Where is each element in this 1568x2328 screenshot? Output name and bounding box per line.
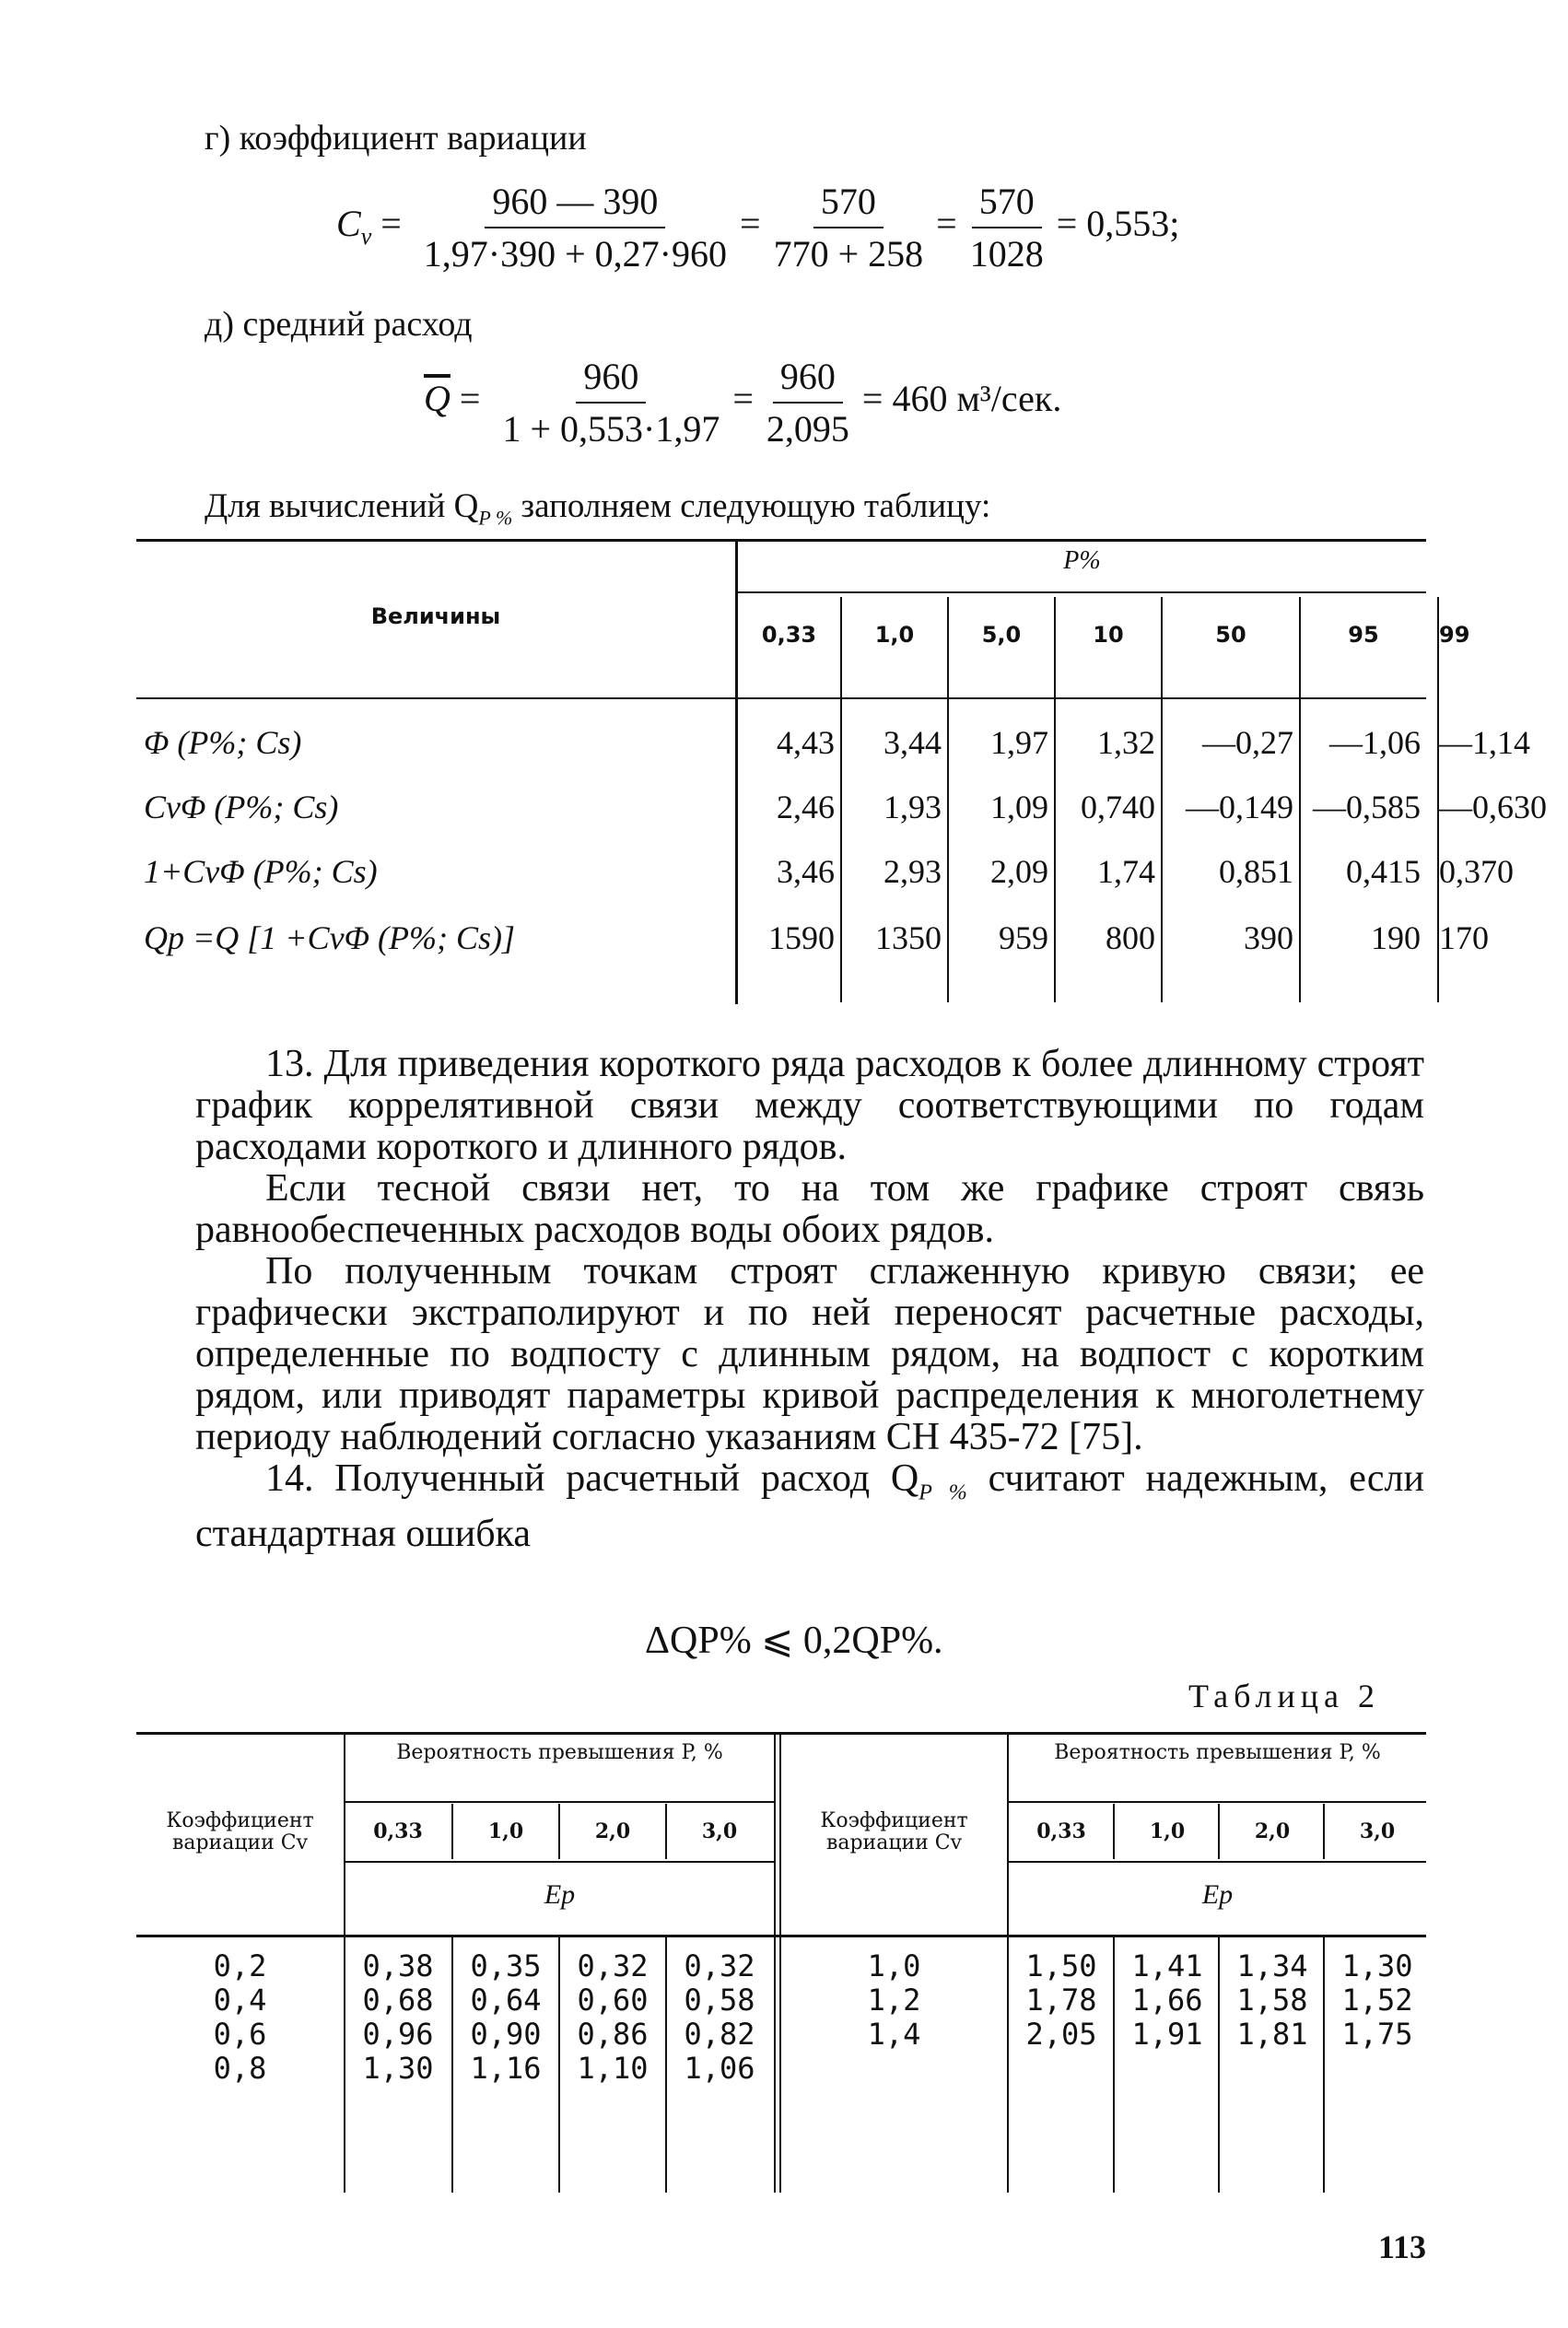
table2-cell-left: 0,90 xyxy=(470,2017,542,2052)
table1-cell: 170 xyxy=(1439,919,1489,956)
table2-cell-left: 0,60 xyxy=(577,1983,649,2018)
table1-column-header: 50 xyxy=(1215,622,1246,648)
table1-column-header: 99 xyxy=(1439,622,1470,648)
table1-row-label: CvΦ (P%; Cs) xyxy=(144,789,339,825)
table2-right-header: Коэффициент вариации Cv xyxy=(820,1809,968,1854)
table2-cv-right: 1,4 xyxy=(867,2017,921,2052)
table2-cell-left: 0,58 xyxy=(684,1983,755,2018)
paragraph-3: По полученным точкам строят сглаженную кривую связи; ее графически экстраполируют и по ней переносят расчетные расходы, определенные по водпосту с длинным рядом, на водпост с коротким рядом, или приводят параметры кривой распределения к многолетнему периоду наблюдений согласно указаниям СН 435-72 [75]. xyxy=(195,1250,1424,1458)
table2-cell-right: 1,41 xyxy=(1131,1948,1203,1983)
table1-row-label: Qp =Q [1 +CvΦ (P%; Cs)] xyxy=(144,919,515,956)
table1-cell: 3,44 xyxy=(883,724,942,761)
table1-cell: 0,851 xyxy=(1219,853,1293,890)
table2-group-header-right: Вероятность превышения P, % xyxy=(1054,1741,1381,1764)
table2-caption: Таблица 2 xyxy=(1188,1678,1380,1714)
table2-cell-left: 0,32 xyxy=(577,1948,649,1983)
table1-cell: 1,97 xyxy=(990,724,1048,761)
table1-cell: 0,740 xyxy=(1081,789,1155,825)
table1-cell: —1,14 xyxy=(1439,724,1530,761)
table1-header-group: P% xyxy=(1063,546,1101,575)
cv-fraction-2: $\frac{570}{770 + 258}$ xyxy=(773,181,924,275)
body-text xyxy=(195,1044,1424,1555)
table2-cell-right: 1,58 xyxy=(1236,1983,1308,2018)
table2-cell-left: 0,86 xyxy=(577,2017,649,2052)
table1-header-rule xyxy=(136,697,1426,699)
table1-cell: —1,06 xyxy=(1329,724,1421,761)
page-number: 113 xyxy=(1378,2229,1427,2265)
table1-top-rule xyxy=(136,539,1426,542)
table1-cell: —0,630 xyxy=(1439,789,1547,825)
table1-column-header: 95 xyxy=(1348,622,1379,648)
table1-cell: 2,93 xyxy=(883,853,942,890)
table1-row-label: Φ (P%; Cs) xyxy=(144,724,302,761)
paragraph-2: Если тесной связи нет, то на том же графике строят связь равнообеспеченных расходов воды обоих рядов. xyxy=(195,1167,1424,1251)
table1-cell: 1350 xyxy=(875,919,942,956)
table2 xyxy=(136,1732,1426,2193)
cv-fraction-3: $\frac{570}{1028}$ xyxy=(969,181,1044,275)
table1 xyxy=(136,539,1547,1004)
table2-cell-left: 0,64 xyxy=(470,1983,542,2018)
table1-column-header: 1,0 xyxy=(874,622,915,648)
table1-cell: 1590 xyxy=(768,919,835,956)
table1-cell: —0,27 xyxy=(1202,724,1293,761)
q-fraction-1: $\frac{960}{1 + 0,553\cdot 1,97}$ xyxy=(502,356,720,450)
table1-column-header: 5,0 xyxy=(981,622,1022,648)
table2-cv-left: 0,4 xyxy=(213,1983,267,2018)
q-result: = 460 м³/сек. xyxy=(861,378,1062,420)
table2-cell-right: 1,75 xyxy=(1341,2017,1413,2052)
table2-cell-right: 1,34 xyxy=(1236,1948,1308,1983)
table2-cv-left: 0,2 xyxy=(213,1948,267,1983)
table2-cell-right: 1,91 xyxy=(1131,2017,1203,2052)
item-d-label: д) средний расход xyxy=(205,305,473,344)
table1-cell: 800 xyxy=(1106,919,1155,956)
table2-cell-left: 0,38 xyxy=(362,1948,434,1983)
table2-cv-right: 1,2 xyxy=(867,1983,921,2018)
table2-cell-left: 1,10 xyxy=(577,2051,649,2086)
table1-header-left: Величины xyxy=(370,603,501,629)
table1-cell: —0,585 xyxy=(1313,789,1421,825)
table1-column-header: 10 xyxy=(1093,622,1124,648)
table1-intro: Для вычислений $Q_{P \%}$ заполняем следующую таблицу: xyxy=(205,487,991,530)
table2-column-header-left: 1,0 xyxy=(487,1819,524,1843)
table1-cell: —0,149 xyxy=(1186,789,1293,825)
table1-cell: 2,09 xyxy=(990,853,1048,890)
table2-column-header-right: 2,0 xyxy=(1254,1819,1291,1843)
table2-ep-right: Ep xyxy=(1201,1879,1234,1910)
table2-cell-right: 1,50 xyxy=(1025,1948,1097,1983)
table1-group-rule xyxy=(738,591,1426,593)
table1-cell: 0,415 xyxy=(1346,853,1421,890)
table2-column-header-left: 2,0 xyxy=(594,1819,631,1843)
table1-cell: 390 xyxy=(1244,919,1293,956)
table2-group-header-left: Вероятность превышения P, % xyxy=(396,1741,723,1764)
table2-cell-left: 1,16 xyxy=(470,2051,542,2086)
table1-row-label: 1+CvΦ (P%; Cs) xyxy=(144,853,378,890)
table2-column-header-right: 0,33 xyxy=(1036,1819,1086,1843)
table2-cell-left: 0,82 xyxy=(684,2017,755,2052)
table2-column-header-left: 0,33 xyxy=(373,1819,423,1843)
table2-cv-left: 0,8 xyxy=(213,2051,267,2086)
table2-cell-left: 0,68 xyxy=(362,1983,434,2018)
table2-cv-left: 0,6 xyxy=(213,2017,267,2052)
table2-ep-left: Ep xyxy=(544,1879,576,1910)
table2-cv-right: 1,0 xyxy=(867,1948,921,1983)
table2-cell-left: 0,35 xyxy=(470,1948,542,1983)
table1-cell: 0,370 xyxy=(1439,853,1514,890)
table2-cell-right: 2,05 xyxy=(1025,2017,1097,2052)
table2-cell-right: 1,30 xyxy=(1341,1948,1413,1983)
table1-cell: 2,46 xyxy=(777,789,835,825)
table1-cell: 190 xyxy=(1371,919,1421,956)
table2-cell-left: 0,32 xyxy=(684,1948,755,1983)
table2-cell-left: 0,96 xyxy=(362,2017,434,2052)
cv-formula: $C_v$ = $\frac{960 — 390}{1,97\cdot 390 + 0,27\cdot 960}$ = $\frac{570}{770 + 258}$ = $\frac{570}{1028}$ = 0,553; xyxy=(336,181,1180,275)
table1-cell: 1,93 xyxy=(883,789,942,825)
table1-cell: 4,43 xyxy=(777,724,835,761)
table1-cell: 959 xyxy=(999,919,1048,956)
table2-cell-right: 1,78 xyxy=(1025,1983,1097,2018)
table2-cell-right: 1,52 xyxy=(1341,1983,1413,2018)
table2-left-header: Коэффициент вариации Cv xyxy=(166,1809,314,1854)
table2-cell-left: 1,06 xyxy=(684,2051,755,2086)
table2-cell-right: 1,66 xyxy=(1131,1983,1203,2018)
paragraph-14: 14. Полученный расчетный расход $Q_{P \%}$ считают надежным, если стандартная ошибка xyxy=(195,1457,1424,1556)
inequality: ΔQP% ⩽ 0,2QP%. xyxy=(645,1620,943,1662)
table2-cell-right: 1,81 xyxy=(1236,2017,1308,2052)
cv-result: = 0,553; xyxy=(1056,203,1180,245)
table2-column-header-right: 3,0 xyxy=(1359,1819,1396,1843)
table1-cell: 1,32 xyxy=(1097,724,1155,761)
paragraph-13: 13. Для приведения короткого ряда расходов к более длинному строят график коррелятивной связи между соответствующими по годам расходами короткого и длинного рядов. xyxy=(195,1043,1424,1168)
table1-cell: 1,09 xyxy=(990,789,1048,825)
table2-cell-left: 1,30 xyxy=(362,2051,434,2086)
item-g-label: г) коэффициент вариации xyxy=(205,119,587,158)
table2-column-header-right: 1,0 xyxy=(1149,1819,1186,1843)
table1-cell: 1,74 xyxy=(1097,853,1155,890)
q-formula: $\overline{Q}$ = $\frac{960}{1 + 0,553\cdot 1,97}$ = $\frac{960}{2,095}$ = 460 м³/сек. xyxy=(424,356,1062,450)
table2-column-header-left: 3,0 xyxy=(701,1819,738,1843)
table1-cell: 3,46 xyxy=(777,853,835,890)
table1-column-header: 0,33 xyxy=(761,622,817,648)
cv-fraction-1: $\frac{960 — 390}{1,97\cdot 390 + 0,27\cdot 960}$ xyxy=(423,181,727,275)
q-fraction-2: $\frac{960}{2,095}$ xyxy=(766,356,849,450)
